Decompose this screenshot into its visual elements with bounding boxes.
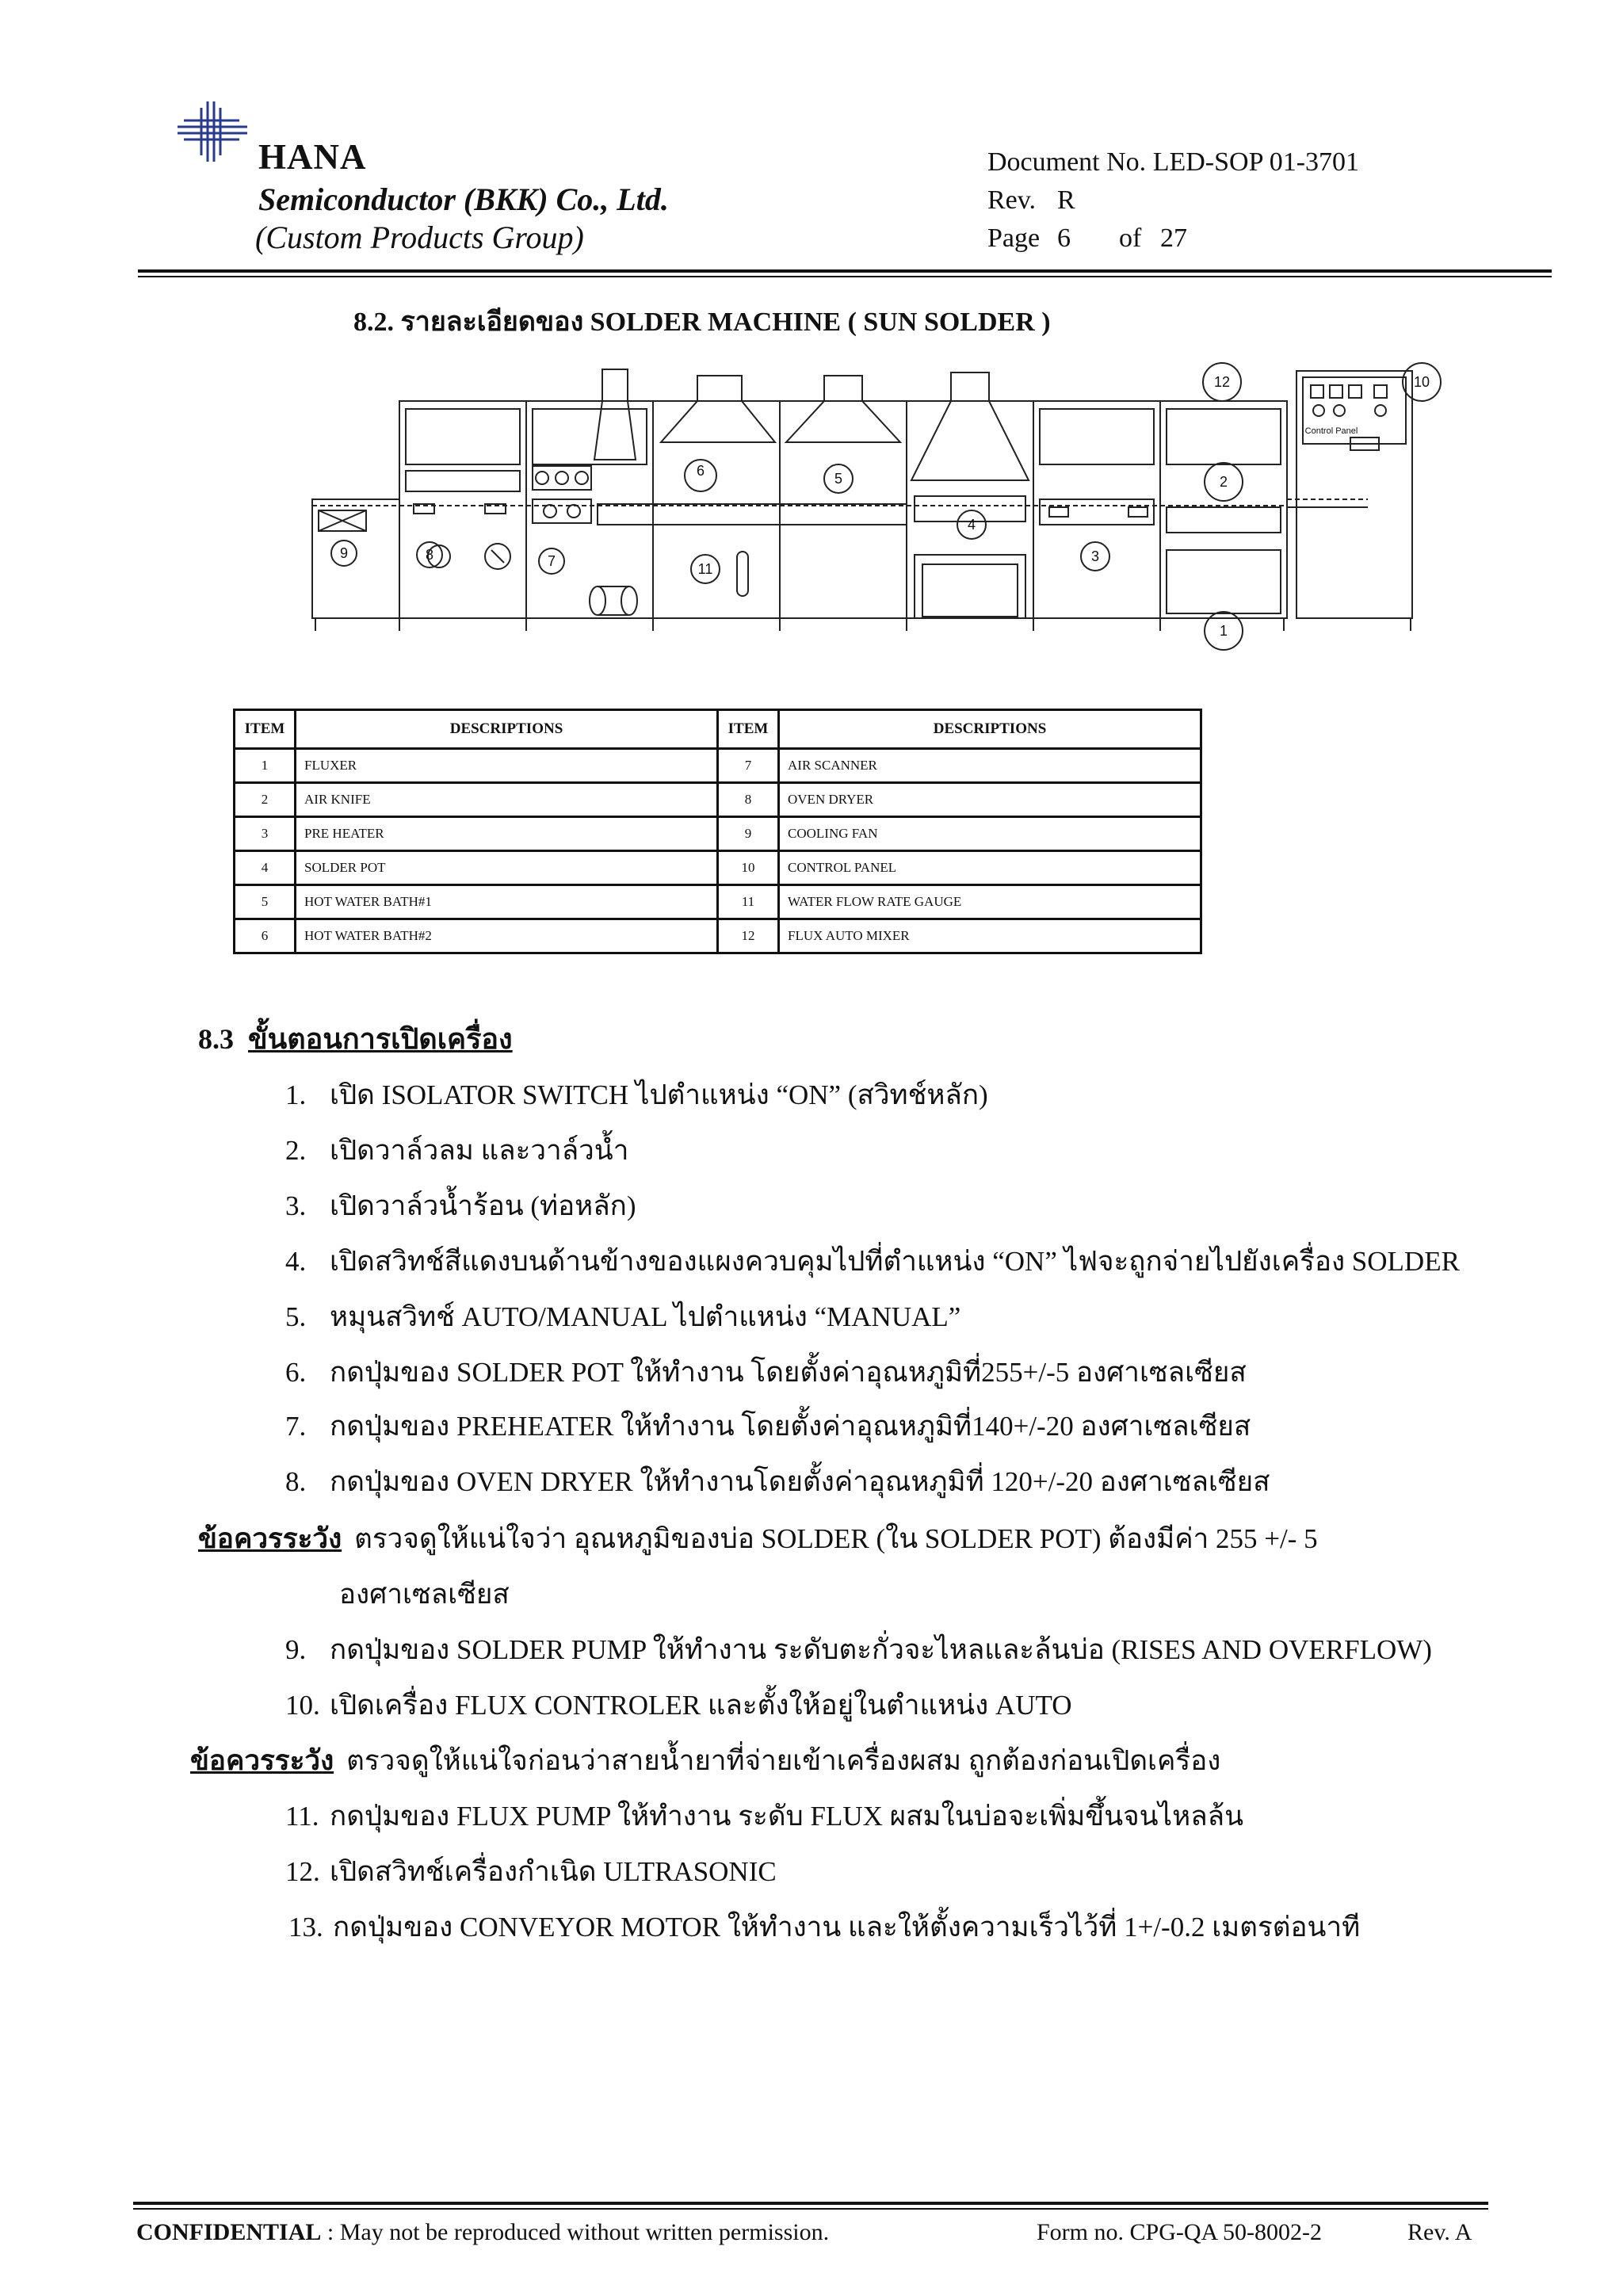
table-cell: 5 (235, 885, 296, 919)
table-cell: FLUX AUTO MIXER (779, 919, 1201, 953)
step-12: 12. เปิดสวิทช์เครื่องกำเนิด ULTRASONIC (285, 1856, 777, 1887)
footer-rule (133, 2202, 1488, 2205)
table-cell: FLUXER (296, 749, 718, 783)
table-cell: SOLDER POT (296, 851, 718, 885)
step-11: 11. กดปุ่มของ FLUX PUMP ให้ทำงาน ระดับ FLUX ผสมในบ่อจะเพิ่มขึ้นจนไหลล้น (285, 1801, 1244, 1832)
table-cell: 11 (718, 885, 779, 919)
caution-1: ข้อควรระวัง ตรวจดูให้แน่ใจว่า อุณหภูมิของบ่อ SOLDER (ใน SOLDER POT) ต้องมีค่า 255 +/- 5 (198, 1523, 1318, 1554)
caution-2: ข้อควรระวัง ตรวจดูให้แน่ใจก่อนว่าสายน้ำยาที่จ่ายเข้าเครื่องผสม ถูกต้องก่อนเปิดเครื่อง (190, 1745, 1221, 1776)
callout-2: 2 (1219, 473, 1228, 490)
header-rule-thin (138, 276, 1552, 277)
control-panel-label: Control Panel (1304, 426, 1358, 436)
section-title: ขั้นตอนการเปิดเครื่อง (248, 1023, 513, 1055)
section-8-3-heading (198, 1016, 513, 1061)
callout-10: 10 (1413, 373, 1430, 390)
step-8: 8. กดปุ่มของ OVEN DRYER ให้ทำงานโดยตั้งค่าอุณหภูมิที่ 120+/-20 องศาเซลเซียส (285, 1466, 1270, 1497)
table-header-descriptions: DESCRIPTIONS (296, 710, 718, 749)
document-number: Document No. LED-SOP 01-3701 (987, 147, 1360, 177)
item-description-table (233, 709, 1202, 954)
revision: Rev. R (987, 185, 1075, 215)
section-8-2-title: 8.2. รายละเอียดของ SOLDER MACHINE ( SUN SOLDER ) (353, 308, 1051, 337)
step-3: 3. เปิดวาล์วน้ำร้อน (ท่อหลัก) (285, 1190, 636, 1221)
company-subsidiary: Semiconductor (BKK) Co., Ltd. (258, 181, 669, 217)
callout-8: 8 (425, 546, 434, 563)
step-10: 10. เปิดเครื่อง FLUX CONTROLER และตั้งให้อยู่ในตำแหน่ง AUTO (285, 1690, 1072, 1721)
table-cell: AIR SCANNER (779, 749, 1201, 783)
step-2: 2. เปิดวาล์วลม และวาล์วน้ำ (285, 1135, 629, 1166)
table-cell: 1 (235, 749, 296, 783)
table-header-item: ITEM (718, 710, 779, 749)
page-number: Page 6 of 27 (987, 223, 1187, 253)
step-7: 7. กดปุ่มของ PREHEATER ให้ทำงาน โดยตั้งค่าอุณหภูมิที่140+/-20 องศาเซลเซียส (285, 1411, 1251, 1442)
table-header-row (235, 710, 1201, 749)
table-cell: COOLING FAN (779, 817, 1201, 851)
table-cell: OVEN DRYER (779, 783, 1201, 817)
callout-12: 12 (1213, 373, 1231, 390)
table-row (235, 749, 1201, 783)
hana-logo-icon (176, 100, 249, 163)
table-cell: 7 (718, 749, 779, 783)
step-13: 13. กดปุ่มของ CONVEYOR MOTOR ให้ทำงาน และให้ตั้งความเร็วไว้ที่ 1+/-0.2 เมตรต่อนาที (288, 1912, 1361, 1943)
table-cell: 2 (235, 783, 296, 817)
table-cell: HOT WATER BATH#1 (296, 885, 718, 919)
step-6: 6. กดปุ่มของ SOLDER POT ให้ทำงาน โดยตั้งค่าอุณหภูมิที่255+/-5 องศาเซลเซียส (285, 1357, 1247, 1388)
step-5: 5. หมุนสวิทช์ AUTO/MANUAL ไปตำแหน่ง “MANUAL” (285, 1301, 961, 1332)
step-4: 4. เปิดสวิทช์สีแดงบนด้านข้างของแผงควบคุมไปที่ตำแหน่ง “ON” ไฟจะถูกจ่ายไปยังเครื่อง SOLDER (285, 1246, 1460, 1277)
table-row (235, 783, 1201, 817)
table-row (235, 817, 1201, 851)
callout-5: 5 (834, 470, 843, 487)
company-group: (Custom Products Group) (255, 220, 584, 255)
callout-9: 9 (339, 544, 349, 561)
table-row (235, 885, 1201, 919)
table-cell: 6 (235, 919, 296, 953)
callout-11: 11 (697, 560, 713, 577)
table-cell: 9 (718, 817, 779, 851)
solder-machine-diagram (304, 349, 1461, 674)
table-cell: AIR KNIFE (296, 783, 718, 817)
callout-4: 4 (967, 516, 976, 533)
table-cell: HOT WATER BATH#2 (296, 919, 718, 953)
footer-confidential: CONFIDENTIAL : May not be reproduced without written permission. (136, 2219, 830, 2245)
table-row (235, 851, 1201, 885)
table-cell: 10 (718, 851, 779, 885)
table-cell: CONTROL PANEL (779, 851, 1201, 885)
table-cell: PRE HEATER (296, 817, 718, 851)
step-9: 9. กดปุ่มของ SOLDER PUMP ให้ทำงาน ระดับตะกั่วจะไหลและล้นบ่อ (RISES AND OVERFLOW) (285, 1634, 1432, 1665)
table-header-descriptions: DESCRIPTIONS (779, 710, 1201, 749)
callout-7: 7 (547, 552, 556, 569)
table-header-item: ITEM (235, 710, 296, 749)
callout-6: 6 (696, 462, 705, 479)
table-cell: 12 (718, 919, 779, 953)
footer-rule-thin (133, 2208, 1488, 2210)
callout-1: 1 (1219, 622, 1228, 639)
caution-1-continued: องศาเซลเซียส (339, 1579, 510, 1610)
table-cell: 3 (235, 817, 296, 851)
table-cell: WATER FLOW RATE GAUGE (779, 885, 1201, 919)
table-cell: 8 (718, 783, 779, 817)
step-1: 1. เปิด ISOLATOR SWITCH ไปตำแหน่ง “ON” (สวิทช์หลัก) (285, 1079, 988, 1110)
company-name: HANA (258, 137, 367, 177)
header-rule (138, 269, 1552, 273)
footer-revision: Rev. A (1407, 2219, 1472, 2245)
table-row (235, 919, 1201, 953)
table-cell: 4 (235, 851, 296, 885)
callout-3: 3 (1090, 548, 1100, 564)
footer-form-number: Form no. CPG-QA 50-8002-2 (1037, 2219, 1323, 2245)
section-number: 8.3 (198, 1023, 234, 1055)
